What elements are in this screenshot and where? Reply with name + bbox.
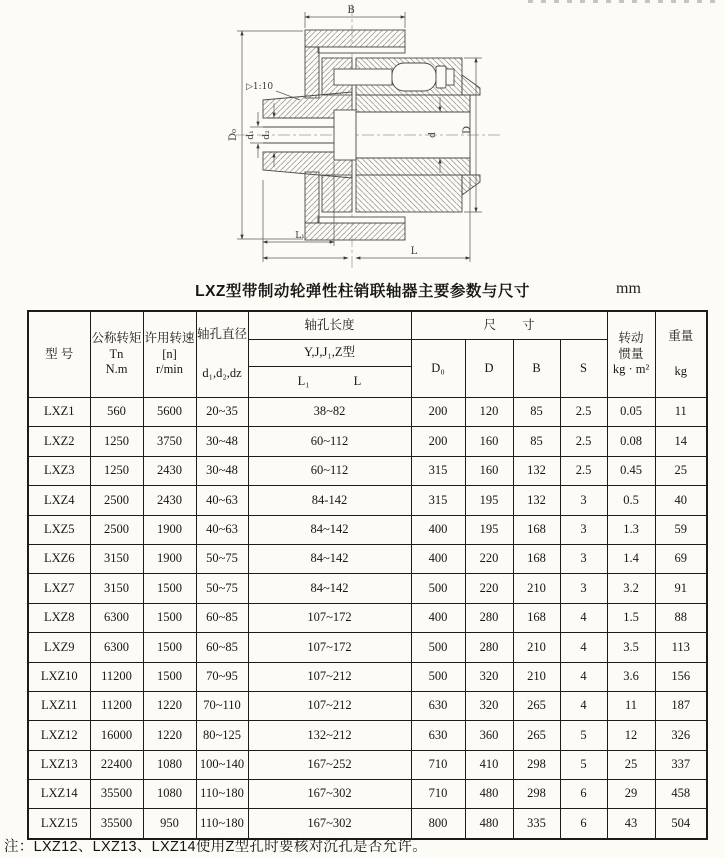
value-cell: 480 (465, 809, 513, 839)
value-cell: 710 (411, 750, 465, 779)
value-cell: 3.2 (607, 574, 655, 603)
value-cell: 85 (513, 398, 560, 427)
value-cell: 110~180 (196, 780, 248, 809)
value-cell: 500 (411, 662, 465, 691)
value-cell: 3 (560, 544, 607, 573)
table-row (28, 603, 707, 632)
value-cell: 4 (560, 691, 607, 720)
value-cell: 168 (513, 603, 560, 632)
right-flange-bottom (356, 175, 462, 212)
header-L: L (353, 374, 362, 389)
header-weight-line1: 重量 (668, 329, 694, 344)
value-cell: 4 (560, 662, 607, 691)
value-cell: 200 (411, 427, 465, 456)
value-cell: 168 (513, 544, 560, 573)
value-cell: 950 (143, 809, 196, 839)
value-cell: 11 (607, 691, 655, 720)
value-cell: 265 (513, 721, 560, 750)
value-cell: 710 (411, 780, 465, 809)
svg-text:D: D (462, 125, 473, 135)
model-cell: LXZ7 (28, 574, 90, 603)
dimension-B (305, 5, 405, 28)
header-torque-line2: N.m (105, 362, 128, 377)
model-cell: LXZ1 (28, 398, 90, 427)
page-title: LXZ型带制动轮弹性柱销联轴器主要参数与尺寸 (195, 283, 530, 300)
value-cell: 400 (411, 515, 465, 544)
value-cell: 29 (607, 780, 655, 809)
value-cell: 6 (560, 809, 607, 839)
value-cell: 220 (465, 544, 513, 573)
value-cell: 315 (411, 486, 465, 515)
value-cell: 326 (655, 721, 707, 750)
model-cell: LXZ14 (28, 780, 90, 809)
value-cell: 1500 (143, 662, 196, 691)
value-cell: 315 (411, 456, 465, 485)
table-row (28, 633, 707, 662)
value-cell: 80~125 (196, 721, 248, 750)
value-cell: 70~110 (196, 691, 248, 720)
value-cell: 40 (655, 486, 707, 515)
value-cell: 337 (655, 750, 707, 779)
value-cell: 167~252 (248, 750, 411, 779)
svg-text:L: L (410, 246, 418, 257)
value-cell: 2430 (143, 456, 196, 485)
value-cell: 167~302 (248, 780, 411, 809)
left-flange-bottom (322, 175, 352, 212)
header-col-S: S (560, 340, 607, 398)
value-cell: 1900 (143, 515, 196, 544)
value-cell: 59 (655, 515, 707, 544)
value-cell: 14 (655, 427, 707, 456)
model-cell: LXZ8 (28, 603, 90, 632)
value-cell: 0.5 (607, 486, 655, 515)
value-cell: 280 (465, 603, 513, 632)
value-cell: 1.3 (607, 515, 655, 544)
value-cell: 50~75 (196, 544, 248, 573)
value-cell: 3 (560, 515, 607, 544)
value-cell: 0.45 (607, 456, 655, 485)
svg-text:B: B (347, 5, 355, 16)
value-cell: 1080 (143, 750, 196, 779)
value-cell: 35500 (90, 780, 143, 809)
value-cell: 160 (465, 427, 513, 456)
value-cell: 5600 (143, 398, 196, 427)
svg-text:d: d (428, 132, 438, 138)
value-cell: 110~180 (196, 809, 248, 839)
header-inertia-line2: 惯量 (618, 346, 644, 361)
value-cell: 280 (465, 633, 513, 662)
value-cell: 3150 (90, 574, 143, 603)
value-cell: 38~82 (248, 398, 411, 427)
value-cell: 11 (655, 398, 707, 427)
header-L1-L (248, 367, 411, 398)
model-cell: LXZ3 (28, 456, 90, 485)
table-row (28, 750, 707, 779)
model-cell: LXZ2 (28, 427, 90, 456)
value-cell: 40~63 (196, 515, 248, 544)
value-cell: 20~35 (196, 398, 248, 427)
value-cell: 210 (513, 633, 560, 662)
value-cell: 25 (655, 456, 707, 485)
value-cell: 43 (607, 809, 655, 839)
value-cell: 630 (411, 691, 465, 720)
model-cell: LXZ4 (28, 486, 90, 515)
model-cell: LXZ15 (28, 809, 90, 839)
value-cell: 800 (411, 809, 465, 839)
value-cell: 320 (465, 691, 513, 720)
value-cell: 1500 (143, 603, 196, 632)
value-cell: 6 (560, 780, 607, 809)
value-cell: 410 (465, 750, 513, 779)
header-inertia (607, 311, 655, 398)
value-cell: 12 (607, 721, 655, 750)
header-bore-diameter-line1: 轴孔直径 (196, 327, 247, 342)
value-cell: 220 (465, 574, 513, 603)
value-cell: 156 (655, 662, 707, 691)
table-row (28, 662, 707, 691)
value-cell: 2500 (90, 486, 143, 515)
header-bore-diameter-line2: d₁,d₂,dz (202, 366, 242, 381)
brake-lip-top (318, 47, 405, 53)
coupling-section-drawing (0, 0, 725, 272)
value-cell: 1250 (90, 456, 143, 485)
value-cell: 5 (560, 721, 607, 750)
value-cell: 1500 (143, 574, 196, 603)
value-cell: 0.08 (607, 427, 655, 456)
table-header (28, 311, 707, 398)
value-cell: 70~95 (196, 662, 248, 691)
table-row (28, 691, 707, 720)
header-dimensions: 尺寸 (411, 311, 607, 340)
right-flange-chamfer-top (462, 75, 480, 95)
value-cell: 120 (465, 398, 513, 427)
svg-text:L₁: L₁ (295, 231, 305, 241)
value-cell: 3750 (143, 427, 196, 456)
table-row (28, 515, 707, 544)
value-cell: 60~85 (196, 603, 248, 632)
brake-rim-bottom (305, 223, 405, 240)
table-row (28, 780, 707, 809)
value-cell: 458 (655, 780, 707, 809)
value-cell: 50~75 (196, 574, 248, 603)
value-cell: 320 (465, 662, 513, 691)
value-cell: 1.4 (607, 544, 655, 573)
right-hub-bottom (356, 158, 470, 175)
header-weight-line2: kg (674, 364, 688, 379)
header-col-D: D (465, 340, 513, 398)
header-col-D0: D₀ (411, 340, 465, 398)
value-cell: 4 (560, 633, 607, 662)
table-body (28, 398, 707, 839)
header-col-B: B (513, 340, 560, 398)
header-inertia-line1: 转动 (618, 331, 644, 346)
header-torque-line1: 公称转矩Tn (91, 331, 142, 361)
value-cell: 500 (411, 633, 465, 662)
header-model: 型 号 (28, 311, 90, 398)
header-bore-length: 轴孔长度 (248, 311, 411, 340)
header-speed-line3: r/min (155, 362, 184, 377)
brake-lip-bottom (318, 217, 405, 223)
value-cell: 84-142 (248, 486, 411, 515)
value-cell: 69 (655, 544, 707, 573)
value-cell: 85 (513, 427, 560, 456)
value-cell: 210 (513, 662, 560, 691)
value-cell: 107~212 (248, 691, 411, 720)
table-row (28, 486, 707, 515)
value-cell: 1080 (143, 780, 196, 809)
value-cell: 30~48 (196, 427, 248, 456)
value-cell: 25 (607, 750, 655, 779)
value-cell: 298 (513, 780, 560, 809)
value-cell: 2.5 (560, 456, 607, 485)
table-row (28, 574, 707, 603)
value-cell: 2430 (143, 486, 196, 515)
model-cell: LXZ10 (28, 662, 90, 691)
svg-text:D₀: D₀ (228, 128, 239, 142)
value-cell: 84~142 (248, 544, 411, 573)
model-cell: LXZ5 (28, 515, 90, 544)
value-cell: 2500 (90, 515, 143, 544)
value-cell: 160 (465, 456, 513, 485)
value-cell: 167~302 (248, 809, 411, 839)
header-L1: L₁ (297, 374, 310, 389)
value-cell: 195 (465, 486, 513, 515)
value-cell: 107~172 (248, 603, 411, 632)
value-cell: 60~85 (196, 633, 248, 662)
value-cell: 210 (513, 574, 560, 603)
value-cell: 1250 (90, 427, 143, 456)
value-cell: 298 (513, 750, 560, 779)
right-flange-chamfer-bottom (462, 175, 480, 195)
value-cell: 91 (655, 574, 707, 603)
parameters-table (27, 310, 708, 840)
value-cell: 630 (411, 721, 465, 750)
value-cell: 560 (90, 398, 143, 427)
table-row (28, 456, 707, 485)
value-cell: 107~212 (248, 662, 411, 691)
value-cell: 400 (411, 544, 465, 573)
value-cell: 4 (560, 603, 607, 632)
svg-text:d₁: d₁ (246, 130, 256, 140)
unit-label: mm (616, 280, 641, 297)
value-cell: 16000 (90, 721, 143, 750)
value-cell: 6300 (90, 633, 143, 662)
value-cell: 1.5 (607, 603, 655, 632)
value-cell: 3150 (90, 544, 143, 573)
value-cell: 11200 (90, 691, 143, 720)
brake-rim-top (305, 30, 405, 47)
value-cell: 335 (513, 809, 560, 839)
value-cell: 187 (655, 691, 707, 720)
value-cell: 2.5 (560, 398, 607, 427)
title-row (0, 279, 725, 301)
model-cell: LXZ12 (28, 721, 90, 750)
brake-web-top (305, 47, 319, 98)
value-cell: 1220 (143, 721, 196, 750)
value-cell: 132 (513, 486, 560, 515)
value-cell: 40~63 (196, 486, 248, 515)
value-cell: 6300 (90, 603, 143, 632)
value-cell: 84~142 (248, 515, 411, 544)
value-cell: 195 (465, 515, 513, 544)
value-cell: 22400 (90, 750, 143, 779)
value-cell: 200 (411, 398, 465, 427)
value-cell: 132 (513, 456, 560, 485)
value-cell: 2.5 (560, 427, 607, 456)
brake-web-bottom (305, 172, 319, 223)
value-cell: 107~172 (248, 633, 411, 662)
value-cell: 1220 (143, 691, 196, 720)
svg-text:d₂: d₂ (262, 130, 272, 140)
value-cell: 60~112 (248, 456, 411, 485)
value-cell: 400 (411, 603, 465, 632)
value-cell: 504 (655, 809, 707, 839)
header-weight (655, 311, 707, 398)
value-cell: 0.05 (607, 398, 655, 427)
value-cell: 11200 (90, 662, 143, 691)
value-cell: 500 (411, 574, 465, 603)
value-cell: 113 (655, 633, 707, 662)
model-cell: LXZ11 (28, 691, 90, 720)
table-row (28, 427, 707, 456)
model-cell: LXZ9 (28, 633, 90, 662)
table-row (28, 721, 707, 750)
footnote: 注：LXZ12、LXZ13、LXZ14使用Z型孔时要核对沉孔是否允许。 (4, 839, 428, 855)
model-cell: LXZ6 (28, 544, 90, 573)
table-row (28, 544, 707, 573)
header-speed-line2: [n] (162, 346, 177, 361)
header-torque (90, 311, 143, 398)
spacer-block (334, 110, 356, 160)
value-cell: 360 (465, 721, 513, 750)
header-bore-diameter (196, 311, 248, 398)
taper-label: ▷1:10 (246, 82, 274, 92)
value-cell: 100~140 (196, 750, 248, 779)
value-cell: 5 (560, 750, 607, 779)
value-cell: 84~142 (248, 574, 411, 603)
model-cell: LXZ13 (28, 750, 90, 779)
value-cell: 132~212 (248, 721, 411, 750)
value-cell: 3 (560, 574, 607, 603)
header-bore-length-types: Y,J,J₁,Z型 (248, 340, 411, 367)
value-cell: 168 (513, 515, 560, 544)
right-hub-top (356, 95, 470, 112)
header-speed (143, 311, 196, 398)
value-cell: 60~112 (248, 427, 411, 456)
value-cell: 35500 (90, 809, 143, 839)
value-cell: 265 (513, 691, 560, 720)
value-cell: 88 (655, 603, 707, 632)
value-cell: 1900 (143, 544, 196, 573)
value-cell: 3 (560, 486, 607, 515)
header-speed-line1: 许用转速 (144, 331, 195, 346)
value-cell: 30~48 (196, 456, 248, 485)
value-cell: 3.6 (607, 662, 655, 691)
header-inertia-line3: kg · m² (612, 362, 650, 377)
value-cell: 3.5 (607, 633, 655, 662)
table-row (28, 398, 707, 427)
value-cell: 1500 (143, 633, 196, 662)
value-cell: 480 (465, 780, 513, 809)
